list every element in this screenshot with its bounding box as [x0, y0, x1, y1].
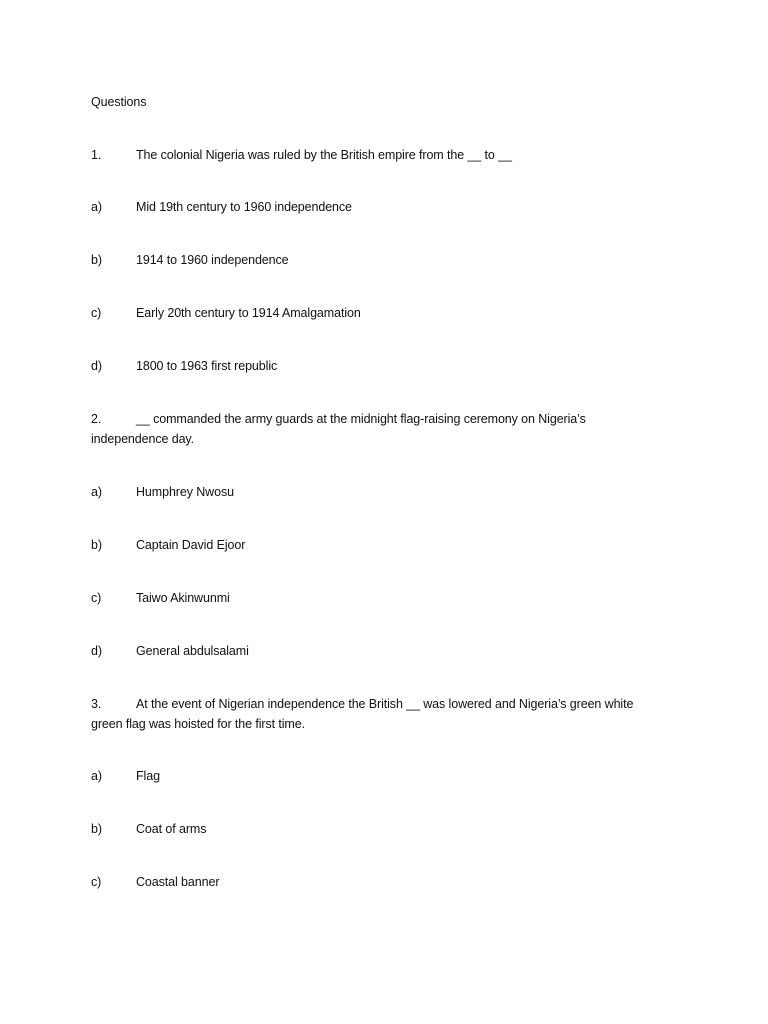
option-2b [91, 535, 245, 555]
question-number: 1. [91, 148, 102, 162]
question-number: 3. [91, 697, 102, 711]
question-1 [91, 145, 512, 165]
option-label: b) [91, 538, 102, 552]
question-2-continuation: independence day. [91, 432, 195, 446]
option-text: 1800 to 1963 first republic [136, 359, 278, 373]
question-2 [91, 409, 586, 429]
option-1c [91, 303, 361, 323]
option-2c [91, 588, 230, 608]
option-text: Taiwo Akinwunmi [136, 591, 230, 605]
option-2a [91, 482, 234, 502]
option-label: a) [91, 769, 102, 783]
option-1b [91, 250, 289, 270]
option-1d [91, 356, 277, 376]
option-label: c) [91, 306, 102, 320]
option-3c [91, 872, 219, 892]
question-3-continuation: green flag was hoisted for the first time. [91, 717, 305, 731]
option-label: b) [91, 253, 102, 267]
option-label: c) [91, 591, 102, 605]
question-number: 2. [91, 412, 102, 426]
question-3 [91, 694, 633, 714]
option-text: Humphrey Nwosu [136, 485, 234, 499]
option-3a [91, 766, 160, 786]
option-text: Captain David Ejoor [136, 538, 246, 552]
question-text: __ commanded the army guards at the midnight flag-raising ceremony on Nigeria’s [136, 412, 586, 426]
option-text: Coat of arms [136, 822, 207, 836]
option-text: Flag [136, 769, 160, 783]
question-text: At the event of Nigerian independence the British __ was lowered and Nigeria’s green white [136, 697, 634, 711]
option-2d [91, 641, 249, 661]
option-label: a) [91, 200, 102, 214]
option-label: a) [91, 485, 102, 499]
option-text: Mid 19th century to 1960 independence [136, 200, 352, 214]
option-text: Coastal banner [136, 875, 220, 889]
option-1a [91, 197, 352, 217]
option-3b [91, 819, 206, 839]
question-text: The colonial Nigeria was ruled by the British empire from the __ to __ [136, 148, 512, 162]
option-label: d) [91, 644, 102, 658]
option-text: 1914 to 1960 independence [136, 253, 289, 267]
option-text: General abdulsalami [136, 644, 249, 658]
option-label: d) [91, 359, 102, 373]
option-text: Early 20th century to 1914 Amalgamation [136, 306, 361, 320]
page-heading: Questions [91, 95, 147, 109]
option-label: b) [91, 822, 102, 836]
option-label: c) [91, 875, 102, 889]
